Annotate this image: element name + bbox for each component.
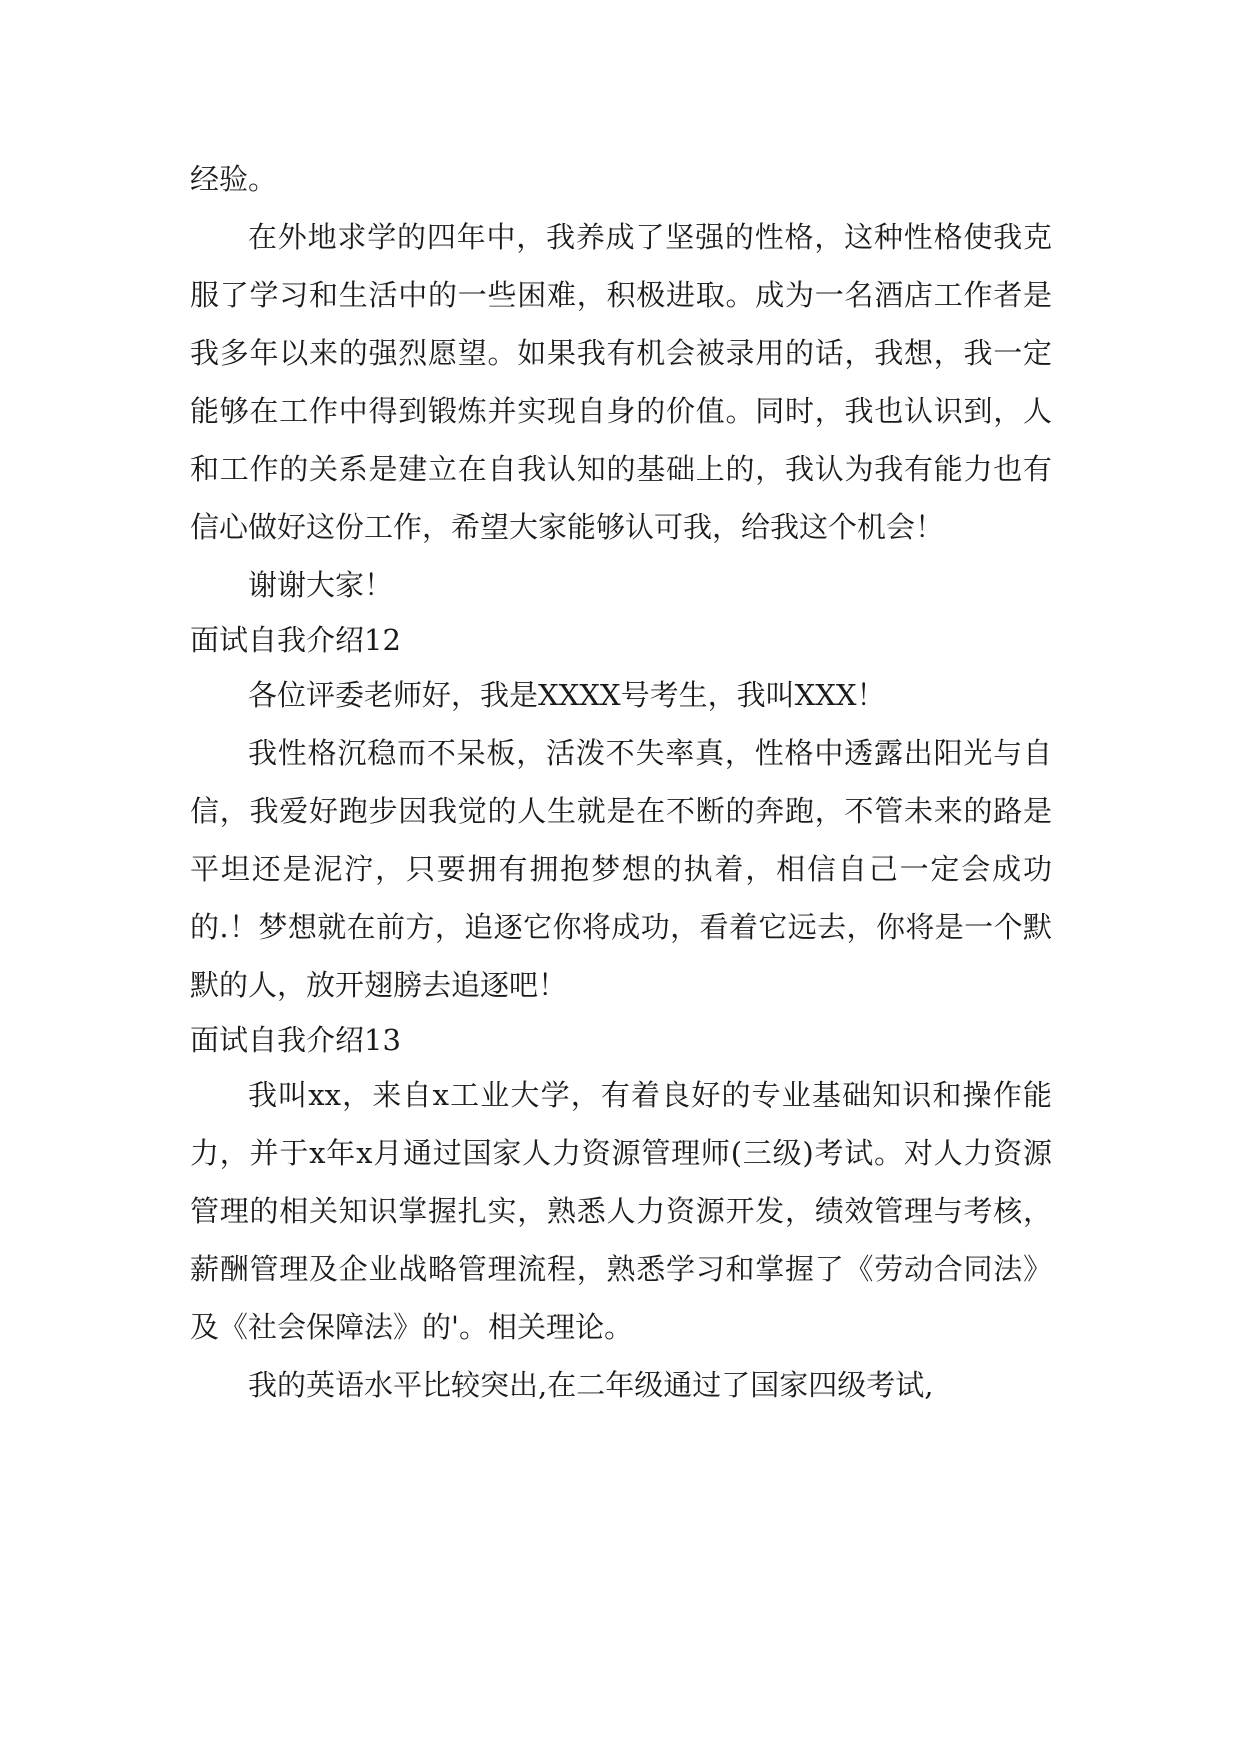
section-heading-13: 面试自我介绍13 — [190, 1023, 401, 1057]
paragraph-greeting: 各位评委老师好，我是XXXX号考生，我叫XXX！ — [248, 678, 886, 712]
paragraph-thanks: 谢谢大家！ — [248, 568, 394, 602]
paragraph-hr-background: 我叫xx，来自x工业大学，有着良好的专业基础知识和操作能力，并于x年x月通过国家人力资源管理师(三级)考试。对人力资源管理的相关知识掌握扎实，熟悉人力资源开发，绩效管理与考核，薪酬管理及企业战略管理流程，熟悉学习和掌握了《劳动合同法》及《社会保障法》的'。相关理论。 — [190, 1078, 1052, 1344]
paragraph-english: 我的英语水平比较突出,在二年级通过了国家四级考试, — [248, 1368, 934, 1402]
paragraph-personality: 我性格沉稳而不呆板，活泼不失率真，性格中透露出阳光与自信，我爱好跑步因我觉的人生就是在不断的奔跑，不管未来的路是平坦还是泥泞，只要拥有拥抱梦想的执着，相信自己一定会成功的.！梦想就在前方，追逐它你将成功，看着它远去，你将是一个默默的人，放开翅膀去追逐吧！ — [190, 736, 1052, 1002]
paragraph-continuation: 经验。 — [190, 162, 278, 196]
paragraph-study-abroad: 在外地求学的四年中，我养成了坚强的性格，这种性格使我克服了学习和生活中的一些困难，积极进取。成为一名酒店工作者是我多年以来的强烈愿望。如果我有机会被录用的话，我想，我一定能够在工作中得到锻炼并实现自身的价值。同时，我也认识到，人和工作的关系是建立在自我认知的基础上的，我认为我有能力也有信心做好这份工作，希望大家能够认可我，给我这个机会！ — [190, 220, 1052, 544]
document-page — [190, 150, 1052, 1414]
section-heading-12: 面试自我介绍12 — [190, 623, 401, 657]
